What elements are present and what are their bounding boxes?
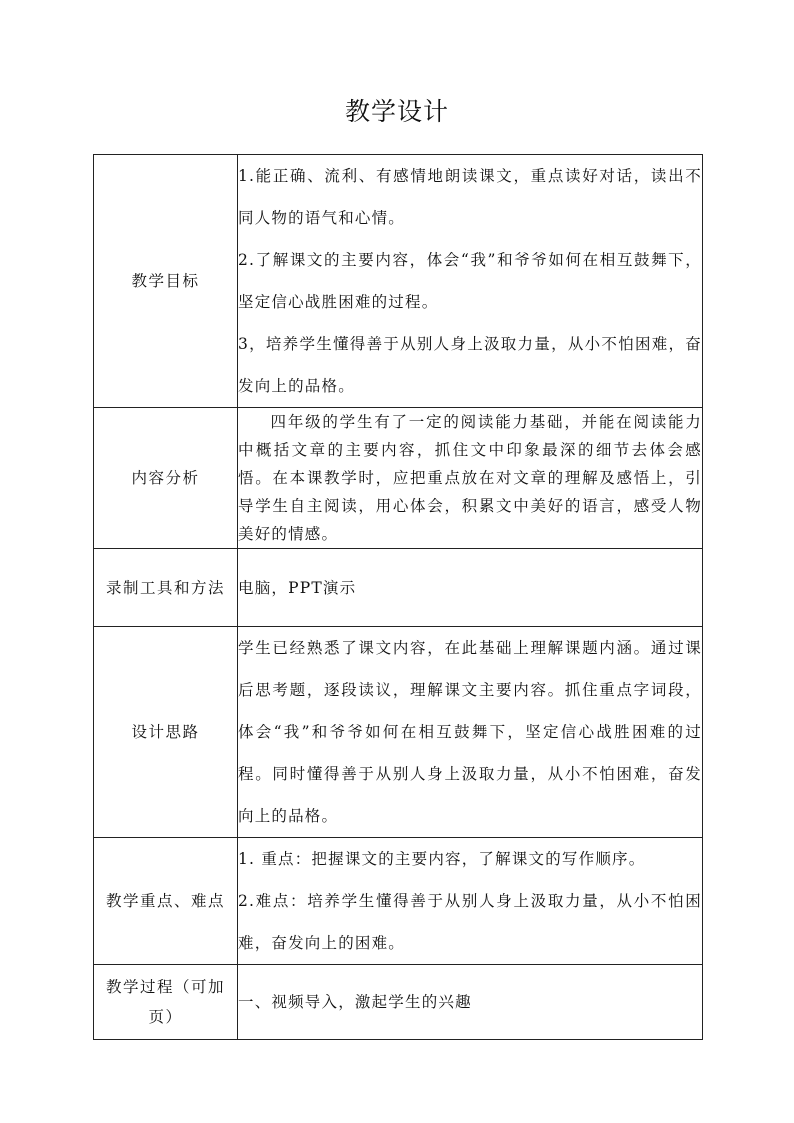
content-content-analysis <box>238 408 703 549</box>
content-design-idea <box>238 627 703 838</box>
label-teaching-goals: 教学目标 <box>94 155 238 408</box>
key-item-1: 1. 重点：把握课文的主要内容，了解课文的写作顺序。 <box>238 850 646 868</box>
table-row-teaching-process <box>94 965 703 1040</box>
table-row-recording-tools <box>94 549 703 627</box>
content-teaching-goals <box>238 155 703 408</box>
lesson-design-table <box>93 154 703 1040</box>
label-recording-tools: 录制工具和方法 <box>94 549 238 627</box>
table-row-teaching-goals <box>94 155 703 408</box>
content-recording-tools <box>238 549 703 627</box>
label-content-analysis: 内容分析 <box>94 408 238 549</box>
tools-text: 电脑，PPT演示 <box>238 578 357 597</box>
page-title: 教学设计 <box>344 97 449 126</box>
table-row-content-analysis <box>94 408 703 549</box>
key-item-2: 2.难点：培养学生懂得善于从别人身上汲取力量，从小不怕困难，奋发向上的困难。 <box>238 892 702 952</box>
design-text: 学生已经熟悉了课文内容，在此基础上理解课题内涵。通过课后思考题，逐段读议，理解课文主要内容。抓住重点字词段，体会“我”和爷爷如何在相互鼓舞下，坚定信心战胜困难的过程。同时懂得善于从别人身上汲取力量，从小不怕困难，奋发向上的品格。 <box>238 639 702 825</box>
process-text: 一、视频导入，激起学生的兴趣 <box>238 993 472 1011</box>
goal-item-3: 3，培养学生懂得善于从别人身上汲取力量，从小不怕困难，奋发向上的品格。 <box>238 335 702 395</box>
table-row-design-idea <box>94 627 703 838</box>
label-design-idea: 设计思路 <box>94 627 238 838</box>
label-key-difficult: 教学重点、难点 <box>94 838 238 965</box>
content-teaching-process <box>238 965 703 1040</box>
goal-item-2: 2.了解课文的主要内容，体会“我”和爷爷如何在相互鼓舞下，坚定信心战胜困难的过程。 <box>238 251 702 311</box>
label-teaching-process: 教学过程（可加页） <box>94 965 238 1040</box>
goal-item-1: 1.能正确、流利、有感情地朗读课文，重点读好对话，读出不同人物的语气和心情。 <box>238 167 702 227</box>
content-key-difficult <box>238 838 703 965</box>
table-row-key-difficult <box>94 838 703 965</box>
analysis-text: 四年级的学生有了一定的阅读能力基础，并能在阅读能力中概括文章的主要内容，抓住文中印象最深的细节去体会感悟。在本课教学时，应把重点放在对文章的理解及感悟上，引导学生自主阅读，用心体会，积累文中美好的语言，感受人物美好的情感。 <box>238 413 702 543</box>
